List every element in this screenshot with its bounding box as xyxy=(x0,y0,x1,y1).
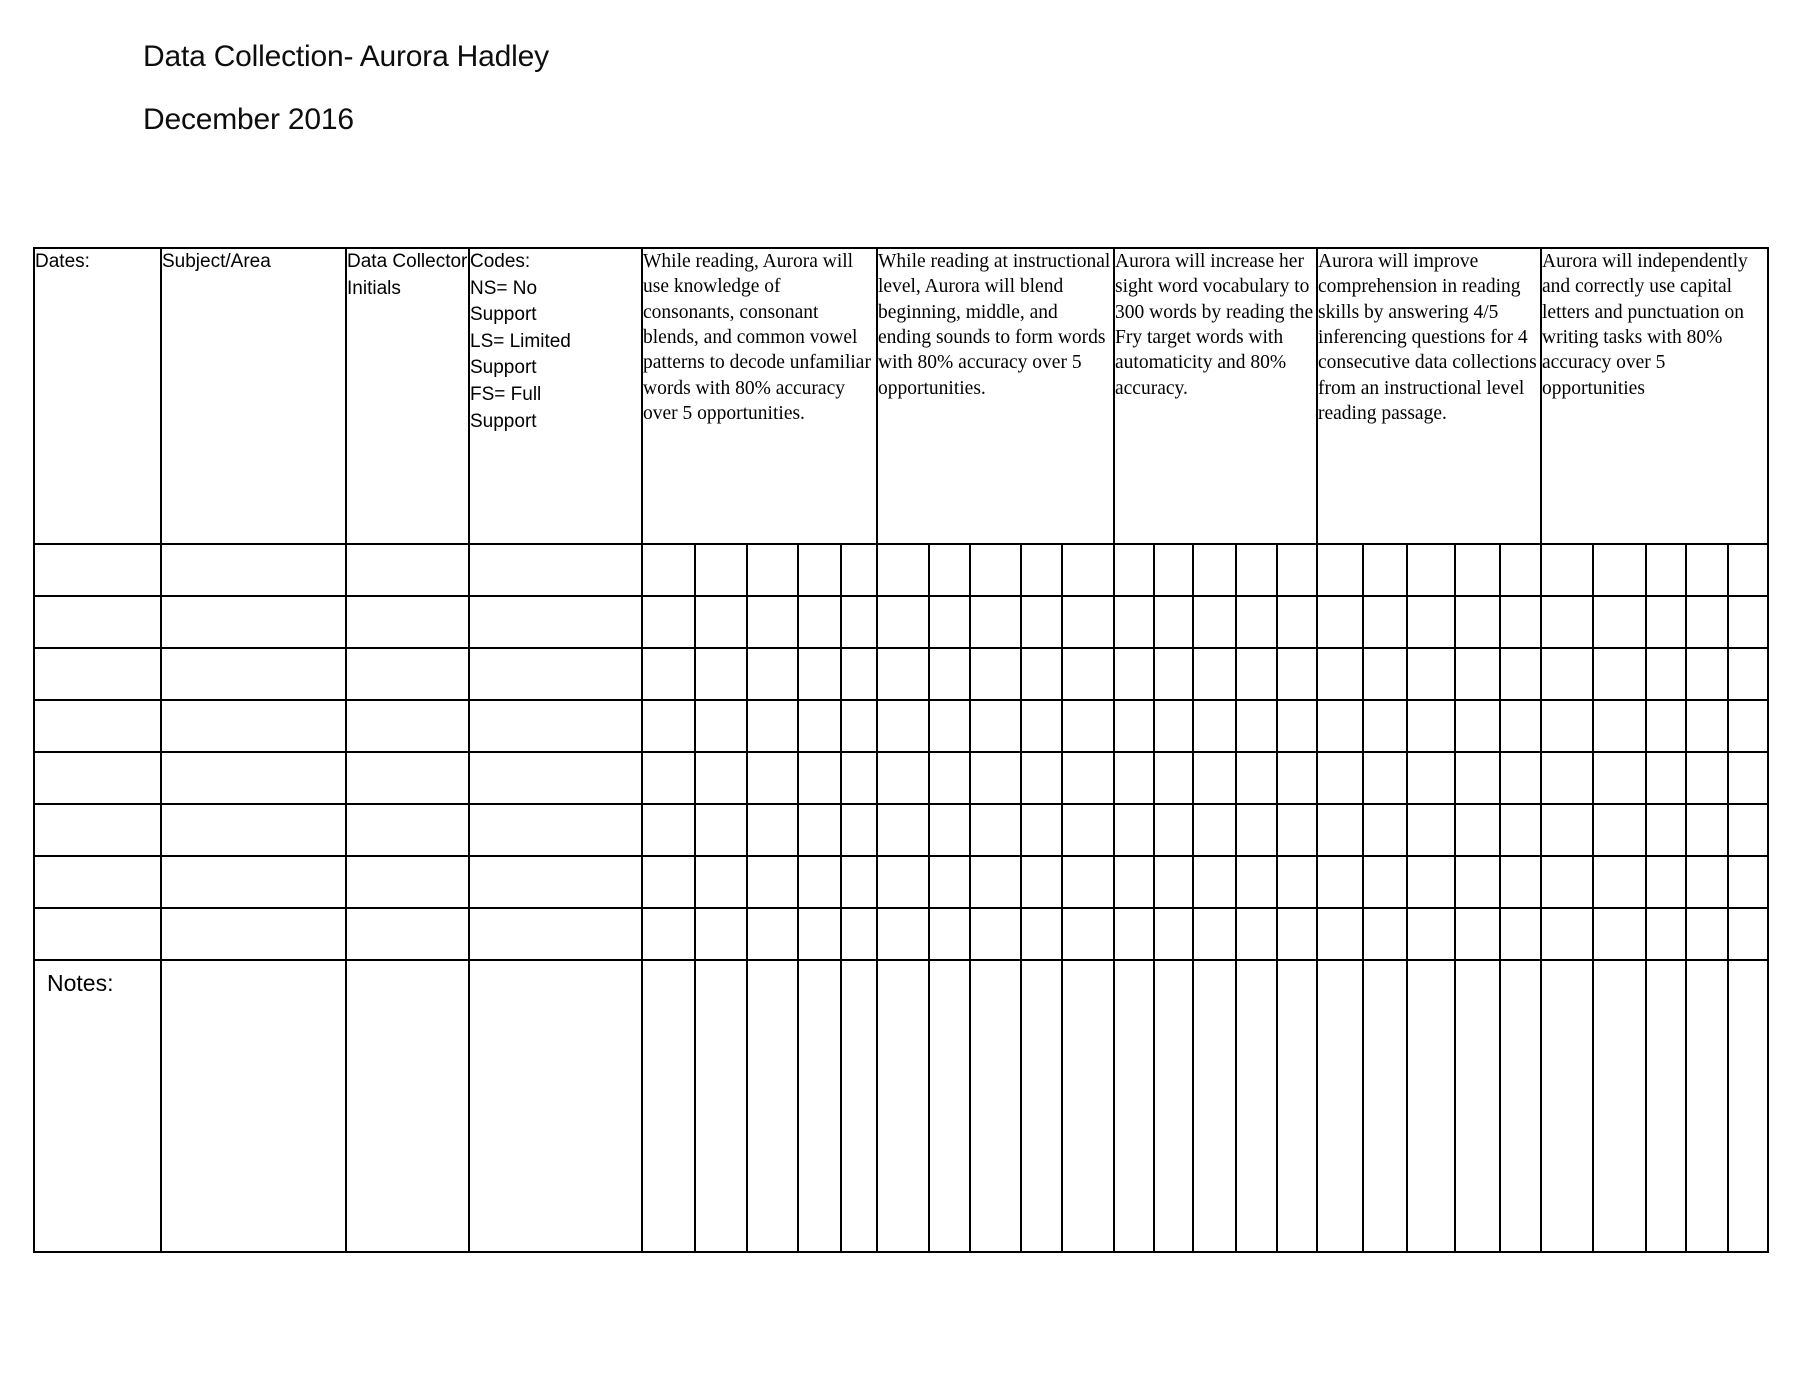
goal-5-tally-cell[interactable] xyxy=(1728,648,1768,700)
goal-5-tally-cell[interactable] xyxy=(1646,804,1686,856)
data-row xyxy=(34,648,1768,700)
goal-1-tally-cell[interactable] xyxy=(642,700,695,752)
goal-4-tally-cell[interactable] xyxy=(1363,648,1407,700)
goal-4-tally-cell[interactable] xyxy=(1407,908,1455,960)
goal-2-tally-cell[interactable] xyxy=(970,856,1021,908)
goal-4-tally-cell[interactable] xyxy=(1455,908,1500,960)
goal-5-tally-cell[interactable] xyxy=(1728,700,1768,752)
goal-2-tally-cell[interactable] xyxy=(877,908,929,960)
goal-4-tally-cell[interactable] xyxy=(1500,908,1541,960)
goal-2-notes-cell[interactable] xyxy=(929,960,970,1252)
goal-4-tally-cell[interactable] xyxy=(1455,648,1500,700)
data-row xyxy=(34,700,1768,752)
goal-1-tally-cell[interactable] xyxy=(841,596,877,648)
goal-4-tally-cell[interactable] xyxy=(1455,804,1500,856)
codes-cell[interactable] xyxy=(469,544,642,596)
goal-4-tally-cell[interactable] xyxy=(1455,752,1500,804)
goal-5-tally-cell[interactable] xyxy=(1593,544,1646,596)
goal-4-tally-cell[interactable] xyxy=(1317,908,1363,960)
goal-4-tally-cell[interactable] xyxy=(1407,856,1455,908)
goal-2-tally-cell[interactable] xyxy=(1021,752,1062,804)
goal-3-tally-cell[interactable] xyxy=(1277,700,1317,752)
goal-5-tally-cell[interactable] xyxy=(1686,856,1728,908)
goal-4-tally-cell[interactable] xyxy=(1317,856,1363,908)
data-collection-table xyxy=(33,247,1769,1253)
dates-cell[interactable] xyxy=(34,804,161,856)
goal-1-tally-cell[interactable] xyxy=(747,752,798,804)
goal-3-tally-cell[interactable] xyxy=(1193,856,1236,908)
goal-3-tally-cell[interactable] xyxy=(1236,544,1277,596)
goal-1-tally-cell[interactable] xyxy=(841,856,877,908)
goal-1-tally-cell[interactable] xyxy=(798,700,841,752)
goal-3-header: Aurora will increase her sight word vocabulary to 300 words by reading the Fry target words with automaticity and 80% accuracy. xyxy=(1114,248,1317,544)
goal-5-tally-cell[interactable] xyxy=(1593,648,1646,700)
goal-2-tally-cell[interactable] xyxy=(1062,908,1114,960)
goal-3-tally-cell[interactable] xyxy=(1236,648,1277,700)
goal-4-tally-cell[interactable] xyxy=(1500,596,1541,648)
goal-5-tally-cell[interactable] xyxy=(1686,752,1728,804)
goal-5-tally-cell[interactable] xyxy=(1541,544,1593,596)
goal-2-tally-cell[interactable] xyxy=(877,648,929,700)
goal-3-tally-cell[interactable] xyxy=(1114,804,1154,856)
goal-2-tally-cell[interactable] xyxy=(1062,804,1114,856)
goal-5-header: Aurora will independently and correctly use capital letters and punctuation on writing tasks with 80% accuracy over 5 opportunities xyxy=(1541,248,1768,544)
goal-1-tally-cell[interactable] xyxy=(841,752,877,804)
goal-4-tally-cell[interactable] xyxy=(1455,544,1500,596)
codes-cell[interactable] xyxy=(469,804,642,856)
goal-4-tally-cell[interactable] xyxy=(1363,596,1407,648)
goal-2-tally-cell[interactable] xyxy=(1062,544,1114,596)
goal-4-tally-cell[interactable] xyxy=(1500,752,1541,804)
goal-2-notes-cell[interactable] xyxy=(1021,960,1062,1252)
goal-3-tally-cell[interactable] xyxy=(1114,856,1154,908)
goal-3-tally-cell[interactable] xyxy=(1277,544,1317,596)
notes-label: Notes: xyxy=(47,970,114,996)
goal-2-tally-cell[interactable] xyxy=(929,648,970,700)
goal-3-tally-cell[interactable] xyxy=(1154,700,1193,752)
goal-4-tally-cell[interactable] xyxy=(1407,544,1455,596)
notes-codes-cell[interactable] xyxy=(469,960,642,1252)
goal-3-tally-cell[interactable] xyxy=(1193,596,1236,648)
goal-1-tally-cell[interactable] xyxy=(695,752,747,804)
goal-2-tally-cell[interactable] xyxy=(970,596,1021,648)
document-subtitle: December 2016 xyxy=(143,103,354,136)
goal-3-tally-cell[interactable] xyxy=(1154,804,1193,856)
goal-4-tally-cell[interactable] xyxy=(1363,700,1407,752)
goal-5-tally-cell[interactable] xyxy=(1646,544,1686,596)
goal-4-tally-cell[interactable] xyxy=(1407,648,1455,700)
goal-1-tally-cell[interactable] xyxy=(695,648,747,700)
goal-3-tally-cell[interactable] xyxy=(1236,908,1277,960)
goal-1-tally-cell[interactable] xyxy=(747,804,798,856)
notes-row xyxy=(34,960,1768,1252)
data-row xyxy=(34,596,1768,648)
goal-5-tally-cell[interactable] xyxy=(1728,908,1768,960)
goal-4-tally-cell[interactable] xyxy=(1317,700,1363,752)
goal-4-notes-cell[interactable] xyxy=(1407,960,1455,1252)
goal-4-tally-cell[interactable] xyxy=(1407,596,1455,648)
goal-4-tally-cell[interactable] xyxy=(1317,648,1363,700)
goal-2-tally-cell[interactable] xyxy=(970,804,1021,856)
goal-3-tally-cell[interactable] xyxy=(1114,700,1154,752)
goal-1-tally-cell[interactable] xyxy=(642,856,695,908)
goal-4-tally-cell[interactable] xyxy=(1500,544,1541,596)
column-header-subject-area xyxy=(161,248,346,544)
goal-3-tally-cell[interactable] xyxy=(1154,856,1193,908)
goal-1-tally-cell[interactable] xyxy=(798,648,841,700)
goal-4-tally-cell[interactable] xyxy=(1500,804,1541,856)
goal-4-notes-cell[interactable] xyxy=(1455,960,1500,1252)
goal-1-tally-cell[interactable] xyxy=(642,648,695,700)
goal-2-tally-cell[interactable] xyxy=(877,856,929,908)
goal-4-tally-cell[interactable] xyxy=(1455,596,1500,648)
goal-2-notes-cell[interactable] xyxy=(877,960,929,1252)
data-collector-cell[interactable] xyxy=(346,648,469,700)
goal-3-tally-cell[interactable] xyxy=(1236,752,1277,804)
goal-5-tally-cell[interactable] xyxy=(1593,752,1646,804)
codes-cell[interactable] xyxy=(469,700,642,752)
goal-3-tally-cell[interactable] xyxy=(1154,544,1193,596)
goal-5-notes-cell[interactable] xyxy=(1728,960,1768,1252)
goal-5-tally-cell[interactable] xyxy=(1686,908,1728,960)
goal-5-notes-cell[interactable] xyxy=(1541,960,1593,1252)
subject-area-cell[interactable] xyxy=(161,648,346,700)
goal-5-tally-cell[interactable] xyxy=(1686,596,1728,648)
data-collector-cell[interactable] xyxy=(346,700,469,752)
goal-2-tally-cell[interactable] xyxy=(877,596,929,648)
goal-2-notes-cell[interactable] xyxy=(1062,960,1114,1252)
goal-1-tally-cell[interactable] xyxy=(695,700,747,752)
goal-2-tally-cell[interactable] xyxy=(970,908,1021,960)
goal-4-header: Aurora will improve comprehension in reading skills by answering 4/5 inferencing questions for 4 consecutive data collections from an instructional level reading passage. xyxy=(1317,248,1541,544)
goal-3-tally-cell[interactable] xyxy=(1193,544,1236,596)
goal-5-tally-cell[interactable] xyxy=(1646,752,1686,804)
dates-cell[interactable] xyxy=(34,752,161,804)
codes-line: Codes: xyxy=(470,251,531,272)
goal-1-tally-cell[interactable] xyxy=(798,596,841,648)
codes-line: FS= Full Support xyxy=(470,383,542,432)
goal-1-tally-cell[interactable] xyxy=(841,648,877,700)
goal-1-tally-cell[interactable] xyxy=(642,544,695,596)
codes-cell[interactable] xyxy=(469,752,642,804)
goal-3-tally-cell[interactable] xyxy=(1193,908,1236,960)
goal-2-tally-cell[interactable] xyxy=(1021,544,1062,596)
goal-2-tally-cell[interactable] xyxy=(929,804,970,856)
goal-1-tally-cell[interactable] xyxy=(798,544,841,596)
goal-3-tally-cell[interactable] xyxy=(1114,544,1154,596)
column-header-dates xyxy=(34,248,161,544)
goal-4-tally-cell[interactable] xyxy=(1500,700,1541,752)
goal-5-tally-cell[interactable] xyxy=(1593,700,1646,752)
goal-5-tally-cell[interactable] xyxy=(1728,804,1768,856)
data-collector-cell[interactable] xyxy=(346,752,469,804)
goal-2-tally-cell[interactable] xyxy=(1021,804,1062,856)
goal-1-tally-cell[interactable] xyxy=(642,752,695,804)
goal-4-tally-cell[interactable] xyxy=(1317,596,1363,648)
goal-2-tally-cell[interactable] xyxy=(877,752,929,804)
goal-1-tally-cell[interactable] xyxy=(642,908,695,960)
goal-1-tally-cell[interactable] xyxy=(798,908,841,960)
goal-2-tally-cell[interactable] xyxy=(970,648,1021,700)
goal-5-tally-cell[interactable] xyxy=(1593,804,1646,856)
goal-3-tally-cell[interactable] xyxy=(1114,648,1154,700)
codes-line: LS= Limited Support xyxy=(470,330,571,379)
data-collector-cell[interactable] xyxy=(346,544,469,596)
goal-3-tally-cell[interactable] xyxy=(1277,752,1317,804)
dates-cell[interactable] xyxy=(34,544,161,596)
goal-2-tally-cell[interactable] xyxy=(1062,596,1114,648)
goal-4-tally-cell[interactable] xyxy=(1363,544,1407,596)
goal-1-tally-cell[interactable] xyxy=(841,700,877,752)
subject-area-label: Subject/Area xyxy=(162,251,271,272)
goal-4-tally-cell[interactable] xyxy=(1363,804,1407,856)
column-header-data-collector xyxy=(346,248,469,544)
data-collector-cell[interactable] xyxy=(346,856,469,908)
goal-1-tally-cell[interactable] xyxy=(747,596,798,648)
goal-1-tally-cell[interactable] xyxy=(798,804,841,856)
goal-4-notes-cell[interactable] xyxy=(1363,960,1407,1252)
goal-1-notes-cell[interactable] xyxy=(841,960,877,1252)
goal-1-tally-cell[interactable] xyxy=(695,856,747,908)
goal-2-tally-cell[interactable] xyxy=(1062,752,1114,804)
goal-4-tally-cell[interactable] xyxy=(1500,856,1541,908)
goal-2-tally-cell[interactable] xyxy=(1021,856,1062,908)
goal-1-tally-cell[interactable] xyxy=(695,544,747,596)
goal-1-tally-cell[interactable] xyxy=(841,908,877,960)
goal-5-tally-cell[interactable] xyxy=(1728,544,1768,596)
goal-3-notes-cell[interactable] xyxy=(1236,960,1277,1252)
goal-1-tally-cell[interactable] xyxy=(798,752,841,804)
goal-3-tally-cell[interactable] xyxy=(1154,752,1193,804)
goal-3-tally-cell[interactable] xyxy=(1236,596,1277,648)
goal-3-tally-cell[interactable] xyxy=(1277,648,1317,700)
goal-2-tally-cell[interactable] xyxy=(877,700,929,752)
goal-2-tally-cell[interactable] xyxy=(1021,908,1062,960)
goal-5-tally-cell[interactable] xyxy=(1646,648,1686,700)
goal-3-tally-cell[interactable] xyxy=(1114,908,1154,960)
goal-4-tally-cell[interactable] xyxy=(1317,544,1363,596)
goal-4-tally-cell[interactable] xyxy=(1407,804,1455,856)
goal-5-tally-cell[interactable] xyxy=(1593,908,1646,960)
subject-area-cell[interactable] xyxy=(161,856,346,908)
goal-3-tally-cell[interactable] xyxy=(1236,856,1277,908)
goal-4-tally-cell[interactable] xyxy=(1455,856,1500,908)
goal-3-tally-cell[interactable] xyxy=(1236,700,1277,752)
dates-cell[interactable] xyxy=(34,648,161,700)
goal-2-tally-cell[interactable] xyxy=(929,856,970,908)
goal-4-tally-cell[interactable] xyxy=(1407,700,1455,752)
goal-4-notes-cell[interactable] xyxy=(1317,960,1363,1252)
goal-3-notes-cell[interactable] xyxy=(1154,960,1193,1252)
data-row xyxy=(34,908,1768,960)
goal-3-tally-cell[interactable] xyxy=(1193,804,1236,856)
document-title: Data Collection- Aurora Hadley xyxy=(143,40,549,73)
data-row xyxy=(34,804,1768,856)
goal-4-tally-cell[interactable] xyxy=(1363,856,1407,908)
goal-1-tally-cell[interactable] xyxy=(747,544,798,596)
goal-3-notes-cell[interactable] xyxy=(1277,960,1317,1252)
goal-4-tally-cell[interactable] xyxy=(1455,700,1500,752)
goal-2-tally-cell[interactable] xyxy=(1062,700,1114,752)
goal-3-tally-cell[interactable] xyxy=(1277,596,1317,648)
goal-3-tally-cell[interactable] xyxy=(1277,908,1317,960)
dates-cell[interactable] xyxy=(34,596,161,648)
data-collector-cell[interactable] xyxy=(346,596,469,648)
goal-2-tally-cell[interactable] xyxy=(1021,700,1062,752)
dates-label: Dates: xyxy=(35,251,90,272)
goal-1-tally-cell[interactable] xyxy=(841,544,877,596)
goal-5-tally-cell[interactable] xyxy=(1541,856,1593,908)
goal-2-tally-cell[interactable] xyxy=(929,700,970,752)
goal-5-tally-cell[interactable] xyxy=(1593,596,1646,648)
data-collector-label: Data Collector Initials xyxy=(347,251,468,299)
goal-2-tally-cell[interactable] xyxy=(1021,648,1062,700)
goal-3-tally-cell[interactable] xyxy=(1114,752,1154,804)
goal-3-tally-cell[interactable] xyxy=(1236,804,1277,856)
goal-3-tally-cell[interactable] xyxy=(1277,856,1317,908)
subject-area-cell[interactable] xyxy=(161,752,346,804)
goal-5-tally-cell[interactable] xyxy=(1541,700,1593,752)
goal-2-tally-cell[interactable] xyxy=(970,700,1021,752)
goal-2-tally-cell[interactable] xyxy=(877,544,929,596)
goal-1-tally-cell[interactable] xyxy=(642,804,695,856)
notes-data-collector-cell[interactable] xyxy=(346,960,469,1252)
goal-3-tally-cell[interactable] xyxy=(1154,596,1193,648)
goal-5-notes-cell[interactable] xyxy=(1646,960,1686,1252)
goal-1-tally-cell[interactable] xyxy=(747,908,798,960)
goal-2-tally-cell[interactable] xyxy=(1021,596,1062,648)
goal-5-tally-cell[interactable] xyxy=(1646,596,1686,648)
goal-3-tally-cell[interactable] xyxy=(1114,596,1154,648)
column-header-codes xyxy=(469,248,642,544)
goal-2-tally-cell[interactable] xyxy=(929,544,970,596)
goal-1-tally-cell[interactable] xyxy=(642,596,695,648)
goal-1-tally-cell[interactable] xyxy=(695,596,747,648)
goal-3-notes-cell[interactable] xyxy=(1193,960,1236,1252)
subject-area-cell[interactable] xyxy=(161,700,346,752)
goal-5-notes-cell[interactable] xyxy=(1686,960,1728,1252)
goal-5-notes-cell[interactable] xyxy=(1593,960,1646,1252)
data-row xyxy=(34,752,1768,804)
goal-4-tally-cell[interactable] xyxy=(1363,908,1407,960)
goal-2-notes-cell[interactable] xyxy=(970,960,1021,1252)
goal-2-tally-cell[interactable] xyxy=(1062,648,1114,700)
dates-cell[interactable] xyxy=(34,700,161,752)
data-collector-cell[interactable] xyxy=(346,908,469,960)
goal-5-tally-cell[interactable] xyxy=(1541,648,1593,700)
notes-subject-area-cell[interactable] xyxy=(161,960,346,1252)
dates-cell[interactable] xyxy=(34,908,161,960)
goal-1-tally-cell[interactable] xyxy=(695,804,747,856)
goal-4-tally-cell[interactable] xyxy=(1407,752,1455,804)
goal-1-tally-cell[interactable] xyxy=(747,856,798,908)
data-row xyxy=(34,856,1768,908)
goal-1-header: While reading, Aurora will use knowledge of consonants, consonant blends, and common vowel patterns to decode unfamiliar words with 80% accuracy over 5 opportunities. xyxy=(642,248,877,544)
goal-1-notes-cell[interactable] xyxy=(747,960,798,1252)
notes-cell[interactable] xyxy=(34,960,161,1252)
codes-cell[interactable] xyxy=(469,596,642,648)
data-row xyxy=(34,544,1768,596)
goal-1-tally-cell[interactable] xyxy=(841,804,877,856)
goal-5-tally-cell[interactable] xyxy=(1728,856,1768,908)
goal-2-header: While reading at instructional level, Aurora will blend beginning, middle, and ending sounds to form words with 80% accuracy over 5 opportunities. xyxy=(877,248,1114,544)
goal-5-tally-cell[interactable] xyxy=(1541,908,1593,960)
goal-4-tally-cell[interactable] xyxy=(1500,648,1541,700)
goal-1-tally-cell[interactable] xyxy=(747,700,798,752)
goal-3-tally-cell[interactable] xyxy=(1193,752,1236,804)
subject-area-cell[interactable] xyxy=(161,544,346,596)
subject-area-cell[interactable] xyxy=(161,908,346,960)
goal-4-notes-cell[interactable] xyxy=(1500,960,1541,1252)
codes-line: NS= No Support xyxy=(470,277,538,326)
goal-2-tally-cell[interactable] xyxy=(929,908,970,960)
goal-3-tally-cell[interactable] xyxy=(1154,908,1193,960)
goal-1-notes-cell[interactable] xyxy=(695,960,747,1252)
goal-3-tally-cell[interactable] xyxy=(1277,804,1317,856)
goal-2-tally-cell[interactable] xyxy=(1062,856,1114,908)
goal-1-notes-cell[interactable] xyxy=(642,960,695,1252)
goal-2-tally-cell[interactable] xyxy=(970,544,1021,596)
goal-1-tally-cell[interactable] xyxy=(798,856,841,908)
goal-5-tally-cell[interactable] xyxy=(1728,596,1768,648)
goal-5-tally-cell[interactable] xyxy=(1541,752,1593,804)
goal-5-tally-cell[interactable] xyxy=(1593,856,1646,908)
codes-cell[interactable] xyxy=(469,648,642,700)
goal-2-tally-cell[interactable] xyxy=(929,752,970,804)
goal-5-tally-cell[interactable] xyxy=(1646,856,1686,908)
goal-5-tally-cell[interactable] xyxy=(1686,700,1728,752)
codes-cell[interactable] xyxy=(469,908,642,960)
goal-5-tally-cell[interactable] xyxy=(1686,648,1728,700)
goal-3-notes-cell[interactable] xyxy=(1114,960,1154,1252)
data-collector-cell[interactable] xyxy=(346,804,469,856)
goal-1-tally-cell[interactable] xyxy=(747,648,798,700)
goal-5-tally-cell[interactable] xyxy=(1686,544,1728,596)
goal-5-tally-cell[interactable] xyxy=(1646,700,1686,752)
table-header-row xyxy=(34,248,1768,544)
goal-5-tally-cell[interactable] xyxy=(1541,804,1593,856)
goal-2-tally-cell[interactable] xyxy=(970,752,1021,804)
goal-4-tally-cell[interactable] xyxy=(1363,752,1407,804)
subject-area-cell[interactable] xyxy=(161,596,346,648)
goal-5-tally-cell[interactable] xyxy=(1686,804,1728,856)
goal-3-tally-cell[interactable] xyxy=(1154,648,1193,700)
subject-area-cell[interactable] xyxy=(161,804,346,856)
goal-5-tally-cell[interactable] xyxy=(1541,596,1593,648)
dates-cell[interactable] xyxy=(34,856,161,908)
goal-2-tally-cell[interactable] xyxy=(929,596,970,648)
codes-cell[interactable] xyxy=(469,856,642,908)
goal-1-tally-cell[interactable] xyxy=(695,908,747,960)
goal-3-tally-cell[interactable] xyxy=(1193,648,1236,700)
goal-2-tally-cell[interactable] xyxy=(877,804,929,856)
goal-5-tally-cell[interactable] xyxy=(1646,908,1686,960)
goal-4-tally-cell[interactable] xyxy=(1317,804,1363,856)
goal-1-notes-cell[interactable] xyxy=(798,960,841,1252)
goal-5-tally-cell[interactable] xyxy=(1728,752,1768,804)
goal-3-tally-cell[interactable] xyxy=(1193,700,1236,752)
goal-4-tally-cell[interactable] xyxy=(1317,752,1363,804)
